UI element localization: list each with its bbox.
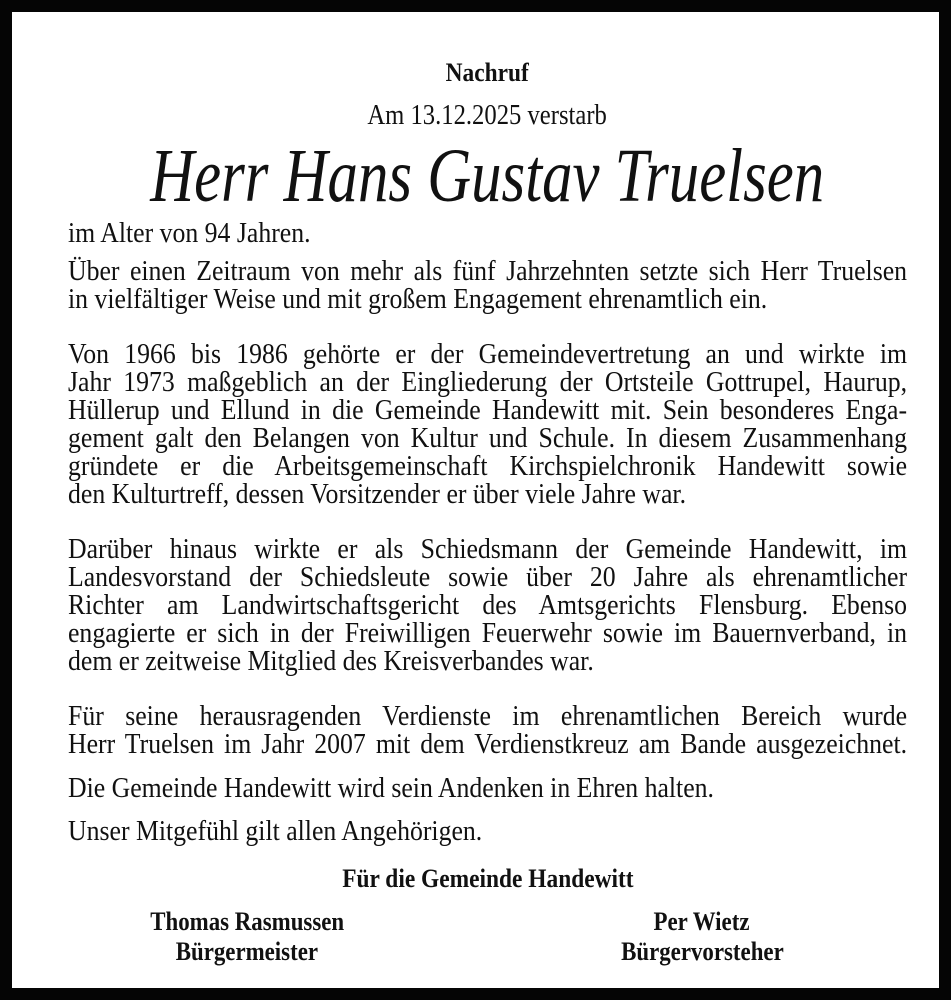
body-line: den Kulturtreff, dessen Vorsitzender er über viele Jahre war. [68,479,687,510]
body-line: Von 1966 bis 1986 gehörte er der Gemeindevertretung an und wirkte im [68,339,908,370]
notice-heading [12,58,951,88]
body-line: im Alter von 94 Jahren. [68,218,311,249]
date-line-text: Am 13.12.2025 verstarb [367,100,608,131]
heading-text: Nachruf [445,58,530,87]
body-line: gement galt den Belangen von Kultur und Schule. In diesem Zusammenhang [68,423,908,454]
signatory-role [567,937,837,967]
body-line: gründete er die Arbeitsgemeinschaft Kirchspielchronik Handewitt sowie [68,451,908,482]
deceased-name-text: Herr Hans Gustav Truelsen [150,134,825,218]
sign-off-text: Für die Gemeinde Handewitt [341,864,634,893]
body-line: Die Gemeinde Handewitt wird sein Andenken in Ehren halten. [68,773,714,804]
signatory-name-text: Per Wietz [654,907,750,936]
sign-off [12,864,951,894]
body-line: dem er zeitweise Mitglied des Kreisverbandes war. [68,646,594,677]
body-line: Richter am Landwirtschaftsgericht des Amtsgerichts Flensburg. Ebenso [68,590,908,621]
signatory-name [112,907,382,937]
signatory-role-text: Bürgermeister [175,937,319,966]
body-line: Darüber hinaus wirkte er als Schiedsmann der Gemeinde Handewitt, im [68,534,908,565]
signatory-name [567,907,837,937]
deceased-name [12,134,951,218]
body-line: Herr Truelsen im Jahr 2007 mit dem Verdienstkreuz am Bande ausgezeichnet. [68,729,908,760]
body-line: Über einen Zeitraum von mehr als fünf Jahrzehnten setzte sich Herr Truelsen [68,256,908,287]
signatory-name-text: Thomas Rasmussen [150,907,344,936]
body-line: engagierte er sich in der Freiwilligen Feuerwehr sowie im Bauernverband, in [68,618,908,649]
body-line: Unser Mitgefühl gilt allen Angehörigen. [68,816,483,847]
body-line: Landesvorstand der Schiedsleute sowie über 20 Jahre als ehrenamtlicher [68,562,908,593]
body-line: Hüllerup und Ellund in die Gemeinde Handewitt mit. Sein besonderes Enga- [68,395,908,426]
date-line [12,100,951,132]
body-line: Jahr 1973 maßgeblich an der Eingliederung der Ortsteile Gottrupel, Haurup, [68,367,908,398]
body-line: Für seine herausragenden Verdienste im ehrenamtlichen Bereich wurde [68,701,908,732]
signatory-role [112,937,382,967]
body-line: in vielfältiger Weise und mit großem Engagement ehrenamtlich ein. [68,284,768,315]
signatory-role-text: Bürgervorsteher [620,937,784,966]
